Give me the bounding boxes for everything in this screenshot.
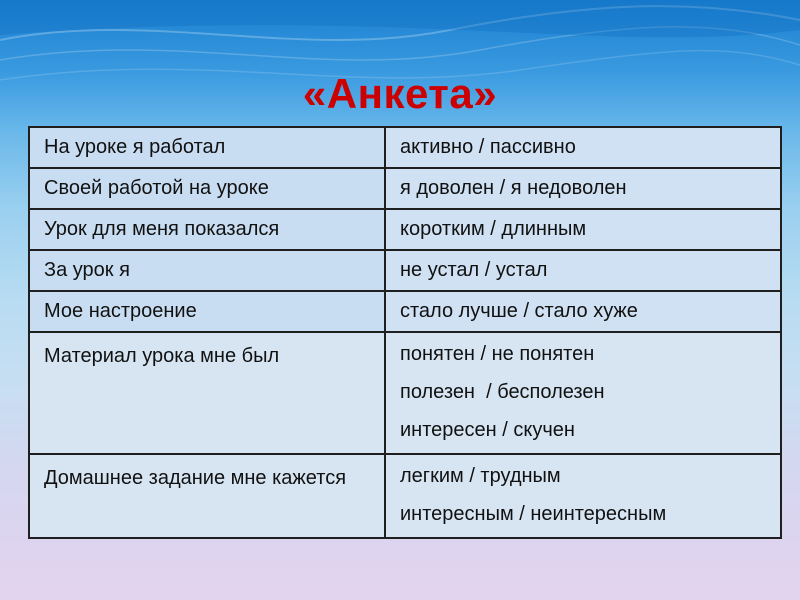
- answer-cell: не устал / устал: [385, 250, 781, 291]
- table-row: [29, 332, 781, 454]
- question-cell: Материал урока мне был: [29, 332, 385, 454]
- answer-cell: [385, 454, 781, 538]
- survey-table: [28, 126, 782, 539]
- answer-option: интересным / неинтересным: [400, 503, 667, 525]
- answer-cell: стало лучше / стало хуже: [385, 291, 781, 332]
- answer-cell: активно / пассивно: [385, 127, 781, 168]
- answer-option: легким / трудным: [400, 465, 561, 487]
- question-cell: За урок я: [29, 250, 385, 291]
- table-row: [29, 291, 781, 332]
- table-row: [29, 454, 781, 538]
- answer-cell: я доволен / я недоволен: [385, 168, 781, 209]
- question-cell: Домашнее задание мне кажется: [29, 454, 385, 538]
- answer-option: интересен / скучен: [400, 419, 575, 441]
- slide-title: «Анкета»: [302, 70, 498, 117]
- table-row: [29, 250, 781, 291]
- question-cell: Мое настроение: [29, 291, 385, 332]
- answer-option: понятен / не понятен: [400, 343, 595, 365]
- question-cell: Урок для меня показался: [29, 209, 385, 250]
- answer-cell: [385, 332, 781, 454]
- answer-cell: коротким / длинным: [385, 209, 781, 250]
- answer-option: полезен / бесполезен: [400, 381, 605, 403]
- table-row: [29, 127, 781, 168]
- table-row: [29, 168, 781, 209]
- question-cell: Своей работой на уроке: [29, 168, 385, 209]
- table-row: [29, 209, 781, 250]
- question-cell: На уроке я работал: [29, 127, 385, 168]
